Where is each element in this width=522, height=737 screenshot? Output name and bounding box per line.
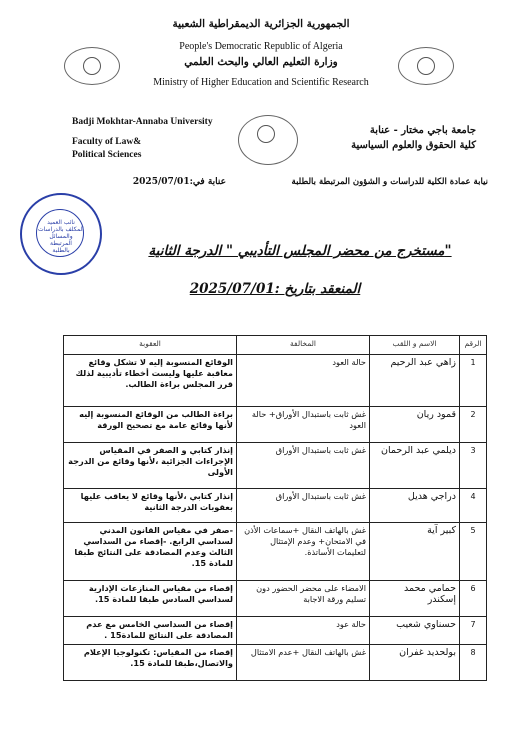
header-ministry-ar: وزارة التعليم العالي والبحث العلمي — [184, 56, 338, 68]
faculty-name-en-line1: Faculty of Law& — [72, 137, 142, 147]
header-offense: المخالفة — [237, 336, 370, 355]
table-row — [64, 489, 487, 523]
table-row — [64, 645, 487, 681]
table-row — [64, 581, 487, 617]
table-row — [64, 355, 487, 407]
row-penalty: الوقائع المنسوبة إليه لا تشكل وقائع معاقبة عليها وليست أخطاء تأديبية لذلك قرر المجلس براءة الطالب. — [64, 355, 237, 407]
header-republic-en: People's Democratic Republic of Algeria — [179, 41, 343, 52]
row-offense: غش بالهاتف النقال +عدم الامتثال — [237, 645, 370, 681]
header-penalty: العقوبة — [64, 336, 237, 355]
university-seal — [238, 115, 298, 165]
table-row — [64, 443, 487, 489]
ministry-logo-left — [64, 47, 120, 85]
faculty-name-ar: كلية الحقوق والعلوم السياسية — [351, 140, 476, 151]
stamp-line-2: المكلف بالدراسات — [38, 226, 84, 233]
table-row — [64, 617, 487, 645]
faculty-name-en-line2: Political Sciences — [72, 150, 142, 160]
row-offense: غش ثابت باستبدال الأوراق — [237, 489, 370, 523]
document-title: مستخرج من محضر المجلس التأديبي " الدرجة الثانية" — [148, 243, 452, 259]
row-num: 2 — [460, 407, 487, 443]
stamp-line-4: بالطلبة — [52, 247, 70, 254]
row-penalty: إنذار كتابي و الصفر في المقياس الإجراءات الجزائية ،لأنها وقائع من الدرجة الأولى — [64, 443, 237, 489]
table-row — [64, 523, 487, 581]
row-offense: غش ثابت باستبدال الأوراق+ حالة العود — [237, 407, 370, 443]
official-stamp — [20, 193, 102, 275]
row-offense: غش بالهاتف النقال +سماعات الأذن في الامتحان+ وعدم الإمتثال لتعليمات الأساتذة. — [237, 523, 370, 581]
row-num: 5 — [460, 523, 487, 581]
row-penalty: إنذار كتابي ،لأنها وقائع لا يعاقب عليها بعقوبات الدرجة الثانية — [64, 489, 237, 523]
date-line: عنابة في:2025/07/01 — [132, 177, 226, 187]
row-offense: غش ثابت باستبدال الأوراق — [237, 443, 370, 489]
table-header-row — [64, 336, 487, 355]
header-republic-ar: الجمهورية الجزائرية الديمقراطية الشعبية — [172, 18, 350, 30]
row-name: قمود ريان — [370, 407, 460, 443]
stamp-line-3: والمسائل المرتبطة — [49, 233, 73, 247]
row-num: 4 — [460, 489, 487, 523]
header-ministry-en: Ministry of Higher Education and Scientific Research — [153, 77, 369, 88]
session-date-title: المنعقد بتاريخ :2025/07/01 — [189, 281, 361, 297]
row-offense: حالة عود — [237, 617, 370, 645]
row-penalty: براءة الطالب من الوقائع المنسوبة إليه لأنها وقائع عامة مع تصحيح الورقة — [64, 407, 237, 443]
header-num: الرقم — [460, 336, 487, 355]
row-penalty: -صفر في مقياس القانون المدني لسداسي الرابع. -إقصاء من السداسي الثالث وعدم المصادقة على النتائج طبقا للمادة 15. — [64, 523, 237, 581]
university-name-en: Badji Mokhtar-Annaba University — [72, 117, 213, 127]
row-num: 8 — [460, 645, 487, 681]
row-penalty: إقصاء من المقياس: تكنولوجيا الإعلام والاتصال،طبقا للمادة 15. — [64, 645, 237, 681]
ministry-logo-right — [398, 47, 454, 85]
row-penalty: إقصاء من السداسي الخامس مع عدم المصادقة على النتائج للمادة15 . — [64, 617, 237, 645]
row-offense: حالة العود — [237, 355, 370, 407]
disciplinary-table — [63, 335, 487, 681]
header-name: الاسم و اللقب — [370, 336, 460, 355]
row-num: 6 — [460, 581, 487, 617]
row-name: حمامي محمد إسكندر — [370, 581, 460, 617]
row-offense: الامضاء على محضر الحضور دون تسليم ورقة الاجابة — [237, 581, 370, 617]
row-num: 1 — [460, 355, 487, 407]
row-name: دراجي هديل — [370, 489, 460, 523]
row-name: بولحديد غفران — [370, 645, 460, 681]
table-row — [64, 407, 487, 443]
row-num: 3 — [460, 443, 487, 489]
row-name: ديلمي عبد الرحمان — [370, 443, 460, 489]
row-name: حسناوي شعيب — [370, 617, 460, 645]
stamp-line-1: نائب العميد — [47, 219, 75, 226]
department-line: نيابة عمادة الكلية للدراسات و الشؤون المرتبطة بالطلبة — [291, 177, 488, 187]
row-name: كبير آية — [370, 523, 460, 581]
stamp-text — [38, 219, 84, 254]
row-name: زاهي عبد الرحيم — [370, 355, 460, 407]
row-penalty: إقصاء من مقياس المنازعات الإدارية لسداسي السادس طبقا للمادة 15. — [64, 581, 237, 617]
university-name-ar: جامعة باجي مختار - عنابة — [369, 125, 476, 136]
row-num: 7 — [460, 617, 487, 645]
